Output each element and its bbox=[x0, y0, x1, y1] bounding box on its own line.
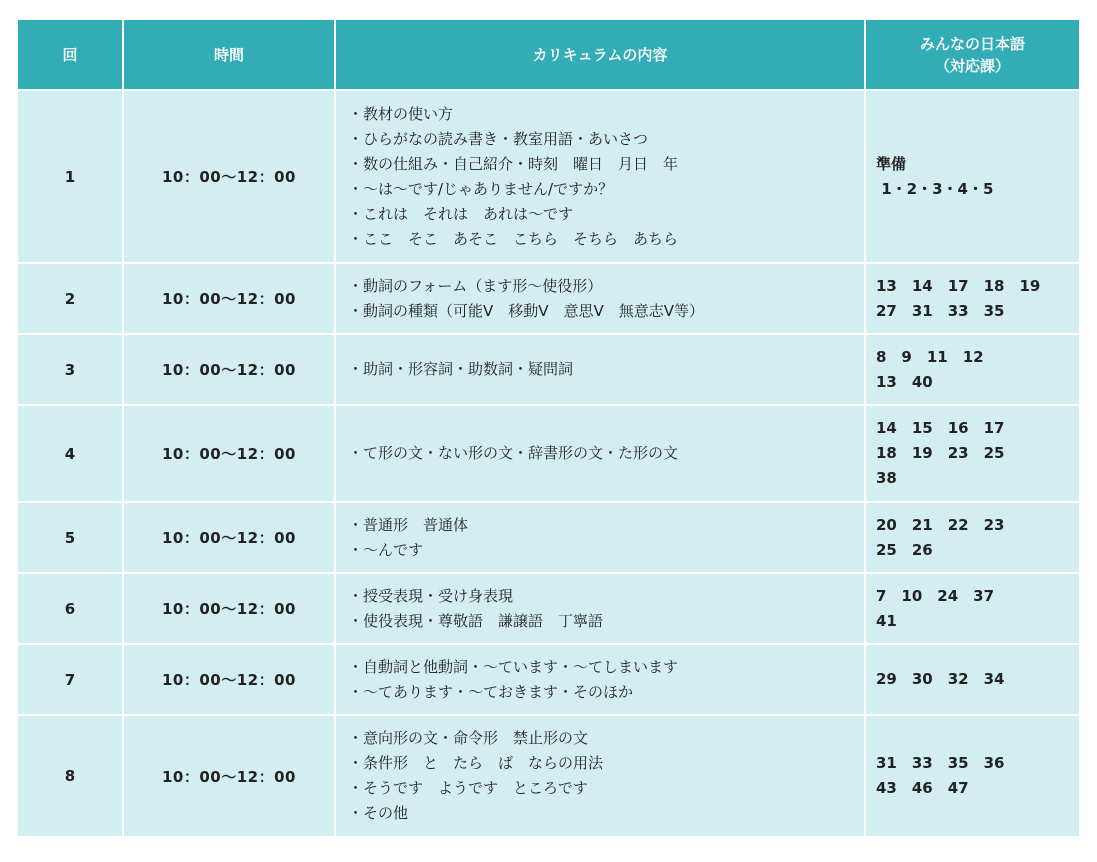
round-cell: 7 bbox=[17, 644, 123, 715]
header-round: 回 bbox=[17, 19, 123, 90]
header-lessons-subtitle: （対応課） bbox=[934, 56, 1010, 75]
content-cell bbox=[335, 573, 865, 644]
time-cell: 10：00〜12：00 bbox=[123, 715, 335, 837]
round-cell: 3 bbox=[17, 334, 123, 405]
table-header-row bbox=[17, 19, 1080, 90]
table-row bbox=[17, 263, 1080, 334]
content-cell bbox=[335, 90, 865, 263]
content-line: ・そうです ようです ところです bbox=[348, 779, 588, 797]
content-line: ・これは それは あれは〜です bbox=[348, 204, 574, 223]
content-line: ・数の仕組み・自己紹介・時刻 曜日 月日 年 bbox=[348, 154, 679, 173]
time-cell: 10：00〜12：00 bbox=[123, 263, 335, 334]
lessons-cell bbox=[865, 90, 1080, 263]
content-line: ・使役表現・尊敬語 謙譲語 丁寧語 bbox=[348, 611, 604, 630]
lessons-line: 1・2・3・4・5 bbox=[876, 179, 994, 198]
content-cell bbox=[335, 644, 865, 715]
content-line: ・ひらがなの読み書き・教室用語・あいさつ bbox=[348, 129, 649, 148]
time-cell: 10：00〜12：00 bbox=[123, 334, 335, 405]
table-row bbox=[17, 573, 1080, 644]
content-line: ・普通形 普通体 bbox=[348, 515, 469, 534]
lessons-line: 13 40 bbox=[876, 372, 933, 391]
lessons-line: 29 30 32 34 bbox=[876, 670, 1005, 688]
lessons-line: 38 bbox=[876, 469, 897, 487]
content-line: ・動詞のフォーム（ます形〜使役形） bbox=[348, 276, 603, 295]
content-cell bbox=[335, 715, 865, 837]
content-line: ・〜てあります・〜ておきます・そのほか bbox=[348, 682, 634, 701]
lessons-line: 20 21 22 23 bbox=[876, 515, 1005, 534]
round-cell: 2 bbox=[17, 263, 123, 334]
table-row bbox=[17, 334, 1080, 405]
lessons-line: 25 26 bbox=[876, 540, 933, 559]
lessons-cell bbox=[865, 263, 1080, 334]
content-line: ・〜は〜です/じゃありません/ですか？ bbox=[348, 179, 614, 198]
lessons-line: 13 14 17 18 19 bbox=[876, 276, 1041, 295]
content-cell bbox=[335, 334, 865, 405]
table-row bbox=[17, 90, 1080, 263]
header-time: 時間 bbox=[123, 19, 335, 90]
content-cell bbox=[335, 502, 865, 573]
content-line: ・動詞の種類（可能V 移動V 意思V 無意志V等） bbox=[348, 301, 705, 320]
content-line: ・自動詞と他動詞・〜ています・〜てしまいます bbox=[348, 657, 679, 676]
time-cell: 10：00〜12：00 bbox=[123, 573, 335, 644]
lessons-line: 31 33 35 36 bbox=[876, 754, 1005, 772]
content-line: ・助詞・形容詞・助数詞・疑問詞 bbox=[348, 360, 574, 378]
content-line: ・〜んです bbox=[348, 540, 424, 559]
table-row bbox=[17, 644, 1080, 715]
round-cell: 6 bbox=[17, 573, 123, 644]
content-line: ・授受表現・受け身表現 bbox=[348, 586, 514, 605]
lessons-line: 14 15 16 17 bbox=[876, 419, 1005, 437]
time-cell: 10：00〜12：00 bbox=[123, 90, 335, 263]
time-cell: 10：00〜12：00 bbox=[123, 644, 335, 715]
header-content: カリキュラムの内容 bbox=[335, 19, 865, 90]
header-lessons bbox=[865, 19, 1080, 90]
content-line: ・その他 bbox=[348, 804, 409, 822]
lessons-cell bbox=[865, 405, 1080, 502]
content-line: ・教材の使い方 bbox=[348, 104, 454, 123]
table-row bbox=[17, 502, 1080, 573]
content-line: ・意向形の文・命令形 禁止形の文 bbox=[348, 729, 589, 747]
round-cell: 5 bbox=[17, 502, 123, 573]
lessons-cell bbox=[865, 334, 1080, 405]
lessons-cell bbox=[865, 715, 1080, 837]
content-line: ・ここ そこ あそこ こちら そちら あちら bbox=[348, 229, 679, 248]
lessons-line: 8 9 11 12 bbox=[876, 347, 984, 366]
time-cell: 10：00〜12：00 bbox=[123, 405, 335, 502]
round-cell: 4 bbox=[17, 405, 123, 502]
lessons-line: 27 31 33 35 bbox=[876, 301, 1005, 320]
time-cell: 10：00〜12：00 bbox=[123, 502, 335, 573]
lessons-line: 41 bbox=[876, 611, 897, 630]
curriculum-table bbox=[16, 18, 1081, 838]
lessons-line: 43 46 47 bbox=[876, 779, 969, 797]
content-line: ・て形の文・ない形の文・辞書形の文・た形の文 bbox=[348, 444, 679, 462]
lessons-cell bbox=[865, 573, 1080, 644]
lessons-cell bbox=[865, 644, 1080, 715]
lessons-line: 準備 bbox=[876, 154, 907, 173]
lessons-line: 18 19 23 25 bbox=[876, 444, 1005, 462]
round-cell: 1 bbox=[17, 90, 123, 263]
content-cell bbox=[335, 405, 865, 502]
table-row bbox=[17, 405, 1080, 502]
lessons-line: 7 10 24 37 bbox=[876, 586, 995, 605]
table-body bbox=[17, 90, 1080, 837]
header-lessons-title: みんなの日本語 bbox=[919, 34, 1025, 53]
lessons-cell bbox=[865, 502, 1080, 573]
content-line: ・条件形 と たら ば ならの用法 bbox=[348, 754, 604, 772]
round-cell: 8 bbox=[17, 715, 123, 837]
content-cell bbox=[335, 263, 865, 334]
table-row bbox=[17, 715, 1080, 837]
